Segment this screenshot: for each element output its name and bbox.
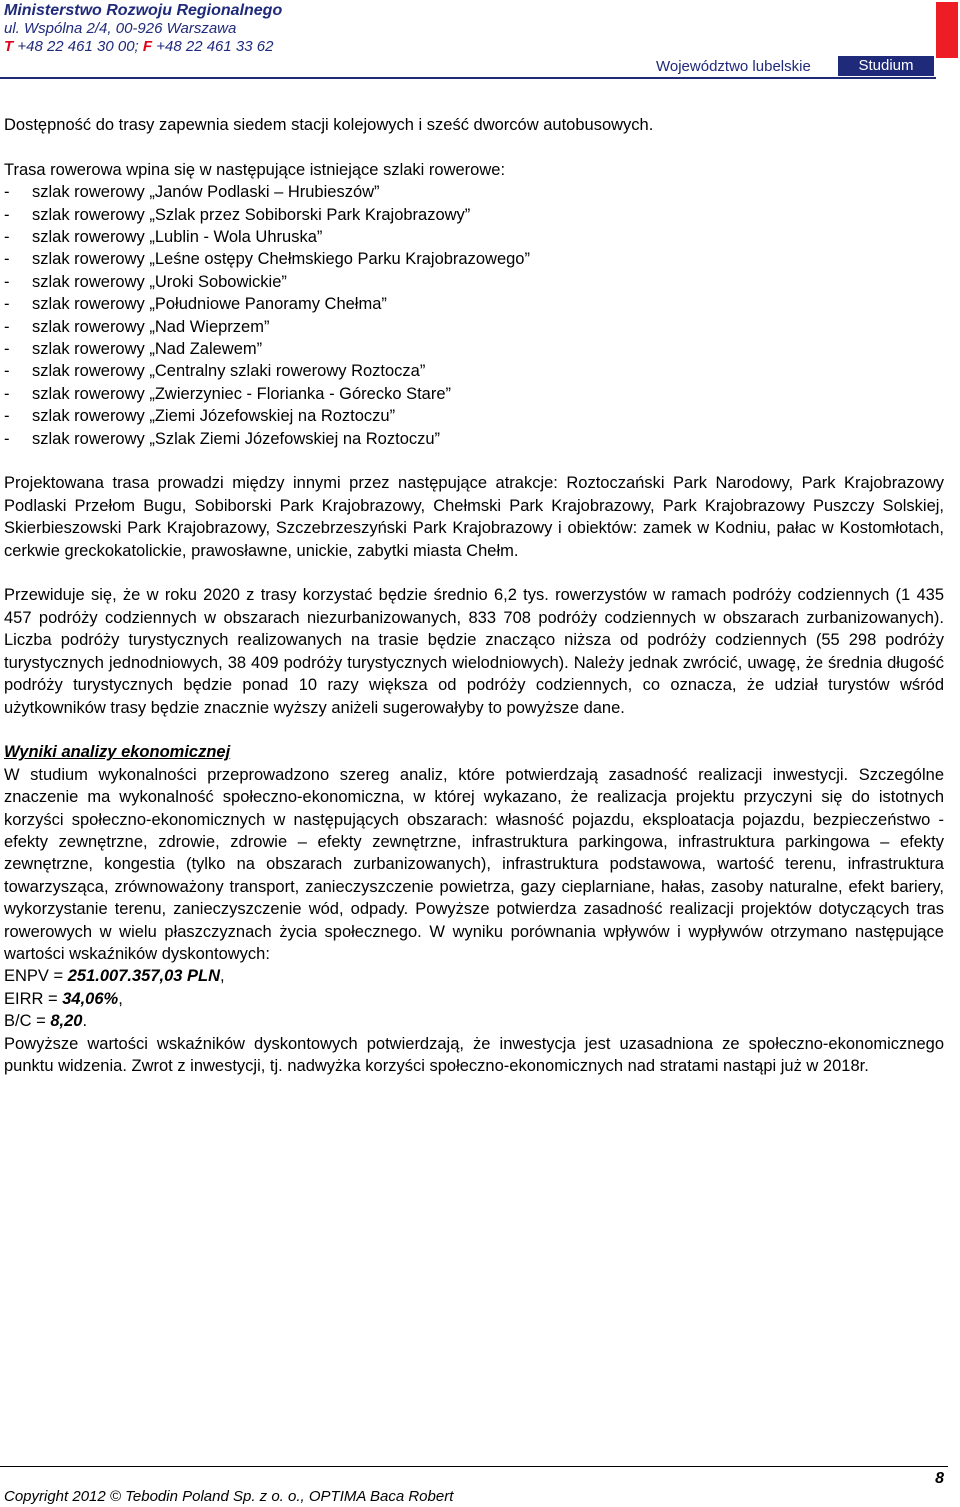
list-item: - szlak rowerowy „Zwierzyniec - Florianka - Górecko Stare”: [4, 384, 452, 403]
list-item: - szlak rowerowy „Lublin - Wola Uhruska”: [4, 228, 323, 247]
region-label: Województwo lubelskie: [656, 58, 811, 75]
phone-number: +48 22 461 30 00;: [17, 38, 139, 55]
list-item: - szlak rowerowy „Janów Podlaski – Hrubieszów”: [4, 183, 380, 202]
enpv-value: 251.007.357,03 PLN: [67, 967, 221, 986]
copyright: Copyright 2012 © Tebodin Poland Sp. z o. o., OPTIMA Baca Robert: [4, 1488, 454, 1505]
document-tab: Studium: [838, 56, 934, 76]
list-item: - szlak rowerowy „Uroki Sobowickie”: [4, 272, 287, 291]
page-number: 8: [935, 1470, 944, 1487]
list-item: - szlak rowerowy „Południowe Panoramy Chełma”: [4, 295, 387, 314]
list-item: - szlak rowerowy „Szlak przez Sobiborski Park Krajobrazowy”: [4, 205, 471, 224]
eirr-value: 34,06%: [62, 989, 119, 1008]
list-item: - szlak rowerowy „Nad Wieprzem”: [4, 317, 270, 336]
list-item: - szlak rowerowy „Szlak Ziemi Józefowskiej na Roztoczu”: [4, 429, 441, 448]
bc-value: 8,20: [50, 1012, 83, 1031]
eirr-line: EIRR = 34,06%,: [4, 989, 123, 1008]
attractions-paragraph: Projektowana trasa prowadzi między innymi przez następujące atrakcje: Roztoczański Park Narodowy, Park Krajobrazowy Podlaski Przełom Bugu, Sobiborski Park Krajobrazowy, Chełmski Park Krajobrazowy, Park Krajobrazowy Puszczy Solskiej, Skierbieszowski Park Krajobrazowy, Szczebrzeszyński Park Krajobrazowy i obiektów: zamek w Kodniu, pałac w Kostomłotach, cerkwie greckokatolickie, prawosławne, unickie, zabytki miasta Chełm.: [4, 474, 944, 560]
ministry-address: ul. Wspólna 2/4, 00-926 Warszawa: [4, 20, 237, 37]
list-item: - szlak rowerowy „Nad Zalewem”: [4, 340, 263, 359]
header-divider: [0, 77, 936, 79]
enpv-line: ENPV = 251.007.357,03 PLN,: [4, 967, 225, 986]
forecast-paragraph: Przewiduje się, że w roku 2020 z trasy korzystać będzie średnio 6,2 tys. rowerzystów w ramach podróży codziennych (1 435 457 podróży codziennych w obszarach niezurbanizowanych, 833 708 podróży codziennych w obszarach zurbanizowanych). Liczba podróży turystycznych realizowanych na trasie będzie znacząco niższa od podróży codziennych (55 298 podróży turystycznych jednodniowych, 38 409 podróży turystycznych wielodniowych). Należy jednak zwrócić, uwagę, że średnia długość podróży turystycznych będzie ponad 10 razy większa od podróży codziennych, co oznacza, że udział turystów wśród użytkowników trasy będzie znacznie wyższy aniżeli sugerowałyby to powyższe dane.: [4, 586, 944, 717]
footer-divider: [0, 1466, 948, 1467]
fax-number: +48 22 461 33 62: [156, 38, 274, 55]
analysis-paragraph: W studium wykonalności przeprowadzono szereg analiz, które potwierdzają zasadność realizacji inwestycji. Szczególne znaczenie ma wykonalność społeczno-ekonomiczna, w której wykazano, że realizacja projektu przyczyni się do istotnych korzyści społeczno-ekonomicznych w następujących obszarach: własność pojazdu, eksploatacja pojazdu, bezpieczeństwo - efekty zewnętrzne, zdrowie, zdrowie – efekty zewnętrzne, infrastruktura parkingowa, infrastruktura parkingowa – efekty zewnętrzne, kongestia (tylko na obszarach zurbanizowanych), infrastruktura podstawowa, wartość terenu, infrastruktura towarzysząca, zrównoważony transport, zanieczyszczenie powietrza, gazy cieplarniane, hałas, zasoby naturalne, efekt bariery, wykorzystanie terenu, zanieczyszczenie wód, odpady. Powyższe potwierdza zasadność realizacji projektów dotyczących tras rowerowych w wielu płaszczyznach życia społecznego. W wyniku porównania wpływów i wypływów otrzymano następujące wartości wskaźników dyskontowych:: [4, 765, 944, 963]
routes-intro: Trasa rowerowa wpina się w następujące istniejące szlaki rowerowe:: [4, 160, 506, 179]
list-item: - szlak rowerowy „Ziemi Józefowskiej na Roztoczu”: [4, 407, 396, 426]
document-body: [4, 114, 944, 1077]
access-paragraph: Dostępność do trasy zapewnia siedem stacji kolejowych i sześć dworców autobusowych.: [4, 116, 654, 134]
bc-line: B/C = 8,20.: [4, 1012, 88, 1031]
list-item: - szlak rowerowy „Centralny szlaki rowerowy Roztocza”: [4, 362, 426, 381]
ministry-phone: [4, 38, 273, 55]
phone-label: T: [4, 38, 14, 55]
conclusion-paragraph: Powyższe wartości wskaźników dyskontowych potwierdzają, że inwestycja jest uzasadniona ze społeczno-ekonomicznego punktu widzenia. Zwrot z inwestycji, tj. nadwyżka korzyści społeczno-ekonomicznych nad stratami nastąpi już w 2018r.: [4, 1034, 944, 1075]
list-item: - szlak rowerowy „Leśne ostępy Chełmskiego Parku Krajobrazowego”: [4, 250, 530, 269]
brand-red-block: [936, 2, 958, 58]
section-title: Wyniki analizy ekonomicznej: [4, 743, 231, 762]
routes-list: [4, 181, 944, 450]
ministry-name: Ministerstwo Rozwoju Regionalnego: [4, 2, 283, 19]
fax-label: F: [142, 38, 153, 55]
